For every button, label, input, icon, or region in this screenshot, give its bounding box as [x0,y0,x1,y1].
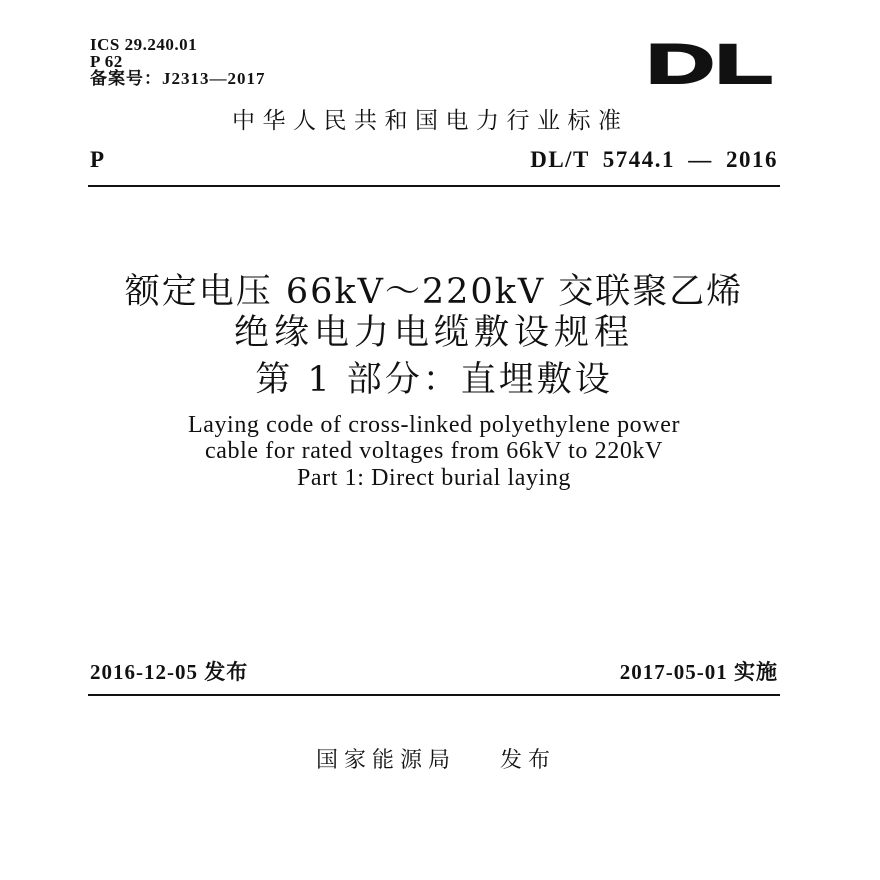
title-cn-line-1: 额定电压 66kV～220kV 交联聚乙烯 [124,272,744,312]
title-en-line-2: cable for rated voltages from 66kV to 220kV [205,438,663,464]
implementation-date: 2017-05-01 实施 [619,660,778,684]
classification-code: P [90,147,105,172]
top-divider [88,185,780,187]
title-en-line-3: Part 1: Direct burial laying [296,465,572,491]
ics-code: ICS 29.240.01 [90,35,198,54]
issue-date: 2016-12-05 发布 [90,660,249,684]
title-cn-line-3: 第 1 部分：直埋敷设 [255,360,613,400]
ccs-code: P 62 [90,52,123,71]
industry-standard-heading: 中华人民共和国电力行业标准 [232,108,629,134]
standard-number: DL/T 5744.1 — 2016 [530,147,778,172]
issuer-name: 国家能源局 [316,748,457,773]
issuer-action: 发布 [500,748,557,773]
bottom-divider [88,694,780,696]
title-cn-line-2: 绝缘电力电缆敷设规程 [233,313,634,353]
title-en-line-1: Laying code of cross-linked polyethylene power [187,412,681,438]
filing-number: 备案号：J2313—2017 [90,69,266,88]
dl-logo: DL [646,32,773,95]
